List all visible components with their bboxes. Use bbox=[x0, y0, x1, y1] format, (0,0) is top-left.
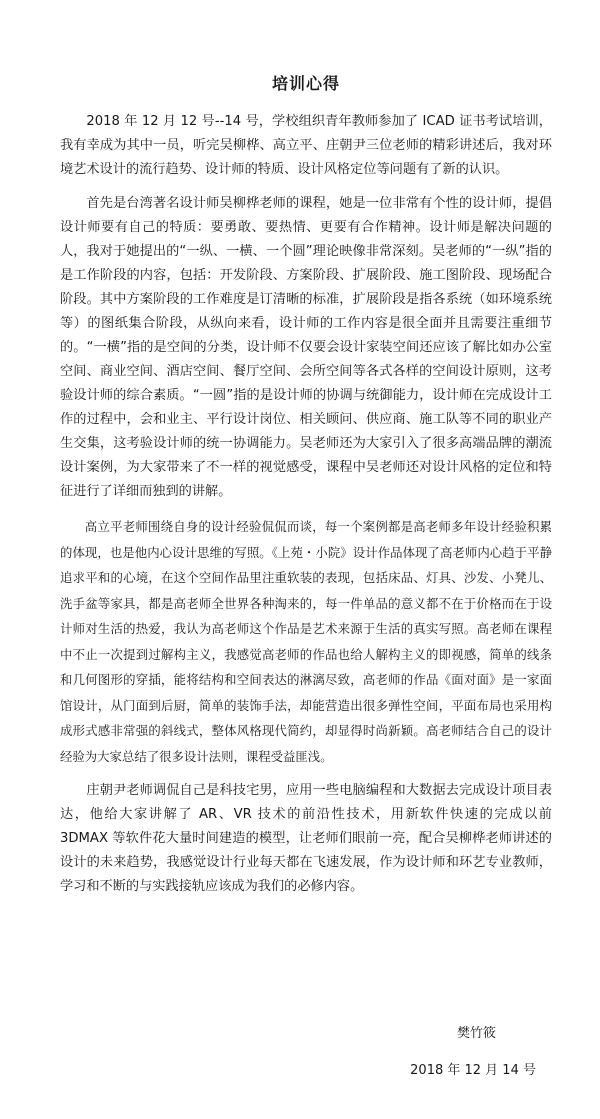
document-title: 培训心得 bbox=[271, 74, 340, 93]
document-date: 2018 年 12 月 14 号 bbox=[410, 1063, 536, 1078]
paragraph-zhuang-course: 庄朝尹老师调侃自己是科技宅男，应用一些电脑编程和大数据去完成设计项目表达，他给大家讲解了 AR、VR 技术的前沿性技术，用新软件快速的完成以前 3DMAX 等软件花大量时间建造的模型，让老师们眼前一亮，配合吴柳桦老师讲述的设计的未来趋势，我感觉设计行业每天都在飞速发展，作为设计师和环艺专业教师，学习和不断的与实践接轨应该成为我们的必修内容。 bbox=[60, 783, 552, 894]
paragraph-wu-course: 首先是台湾著名设计师吴柳桦老师的课程，她是一位非常有个性的设计师，提倡设计师要有自己的特质：要勇敢、要热情、更要有合作精神。设计师是解决问题的人，我对于她提出的“一纵、一横、一个圆”理论映像非常深刻。吴老师的“一纵”指的是工作阶段的内容，包括：开发阶段、方案阶段、扩展阶段、施工图阶段、现场配合阶段。其中方案阶段的工作难度是订清晰的标准，扩展阶段是指各系统（如环境系统等）的图纸集合阶段，从纵向来看，设计师的工作内容是很全面并且需要注重细节的。“一横”指的是空间的分类，设计师不仅要会设计家装空间还应该了解比如办公室空间、商业空间、酒店空间、餐厅空间、会所空间等各式各样的空间设计原则，这考验设计师的综合素质。“一圆”指的是设计师的协调与统御能力，设计师在完成设计工作的过程中，会和业主、平行设计岗位、相关顾问、供应商、施工队等不同的职业产生交集，这考验设计师的统一协调能力。吴老师还为大家引入了很多高端品牌的潮流设计案例，为大家带来了不一样的视觉感受，课程中吴老师还对设计风格的定位和特征进行了详细而独到的讲解。 bbox=[60, 196, 552, 499]
paragraph-intro: 2018 年 12 月 12 号--14 号，学校组织青年教师参加了 ICAD 证书考试培训，我有幸成为其中一员，听完吴柳桦、高立平、庄朝尹三位老师的精彩讲述后，我对环境艺术设计的流行趋势、设计师的特质、设计风格定位等问题有了新的认识。 bbox=[60, 114, 552, 177]
author-signature: 樊竹筱 bbox=[456, 1026, 496, 1041]
paragraph-gao-course: 高立平老师围绕自身的设计经验侃侃而谈，每一个案例都是高老师多年设计经验积累的体现，也是他内心设计思维的写照。《上苑・小院》设计作品体现了高老师内心趋于平静追求平和的心境，在这个空间作品里注重软装的表现，包括床品、灯具、沙发、小凳儿、洗手盆等家具，都是高老师全世界各种淘来的，每一件单品的意义都不在于价格而在于设计师对生活的热爱，我认为高老师这个作品是艺术来源于生活的真实写照。高老师在课程中不止一次提到过解构主义，我感觉高老师的作品也给人解构主义的即视感，简单的线条和几何图形的穿插，能将结构和空间表达的淋漓尽致，高老师的作品《面对面》是一家面馆设计，从门面到后厨，简单的装饰手法，却能营造出很多弹性空间，平面布局也采用构成形式感非常强的斜线式，整体风格现代简约，却显得时尚新颖。高老师结合自己的设计经验为大家总结了很多设计法则，课程受益匪浅。 bbox=[60, 519, 552, 764]
